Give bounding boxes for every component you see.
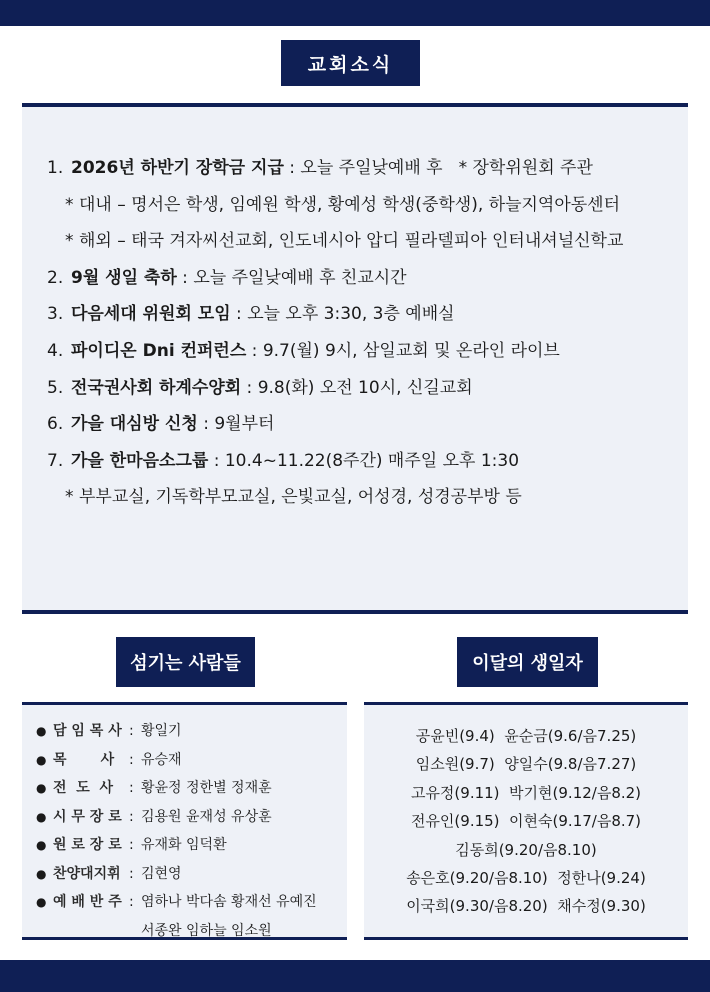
news-panel [22, 103, 688, 614]
servant-role: 원 로 장 로 [53, 837, 122, 853]
servant-names: 황일기 [141, 723, 182, 739]
news-item [47, 479, 677, 516]
news-sub-text: 부부교실, 기독학부모교실, 은빛교실, 어성경, 성경공부방 등 [79, 487, 522, 508]
bullet-icon: ● [36, 752, 47, 767]
servant-colon: : [129, 865, 134, 882]
news-separator: : [246, 340, 263, 361]
birthday-line: 고유정(9.11) 박기현(9.12/음8.2) [410, 783, 642, 802]
bullet-icon: ● [36, 809, 47, 824]
news-item-title: 파이디온 Dni 컨퍼런스 [71, 340, 247, 361]
birthdays-panel [364, 702, 688, 940]
news-item-body: 10.4~11.22(8주간) 매주일 오후 1:30 [224, 450, 520, 471]
servant-colon: : [129, 808, 134, 825]
servant-names: 김용원 윤재성 유상훈 [141, 808, 272, 825]
servant-colon: : [129, 837, 134, 853]
news-item [47, 443, 677, 480]
servant-names-continuation: 서종완 임하늘 임소원 [141, 922, 272, 939]
news-number: 5. [47, 377, 64, 398]
servant-row [36, 717, 317, 746]
servants-title: 섬기는 사람들 [116, 637, 255, 687]
servant-row [36, 803, 317, 832]
servant-role: 전 도 사 [53, 780, 114, 796]
news-item-title: 가을 대심방 신청 [71, 414, 198, 435]
bullet-star: * [65, 231, 74, 252]
servant-names: 황윤정 정한별 정재훈 [141, 780, 272, 796]
bullet-icon: ● [36, 866, 47, 881]
birthdays-title: 이달의 생일자 [457, 637, 598, 687]
news-list [47, 150, 677, 516]
news-title: 교회소식 [281, 40, 420, 86]
birthday-line: 송은호(9.20/음8.10) 정한나(9.24) [406, 868, 646, 887]
servant-role: 목 사 [53, 751, 115, 768]
news-item [47, 333, 677, 370]
servant-row [36, 888, 317, 917]
birthday-line: 김동희(9.20/음8.10) [455, 840, 597, 859]
news-item-title: 2026년 하반기 장학금 지급 [71, 158, 284, 178]
servant-names: 김현영 [141, 865, 182, 882]
news-item [47, 406, 677, 443]
servant-colon: : [129, 780, 134, 796]
news-separator: : [197, 414, 215, 435]
servant-role: 예 배 반 주 [53, 894, 122, 910]
note-star: * [458, 158, 468, 178]
servant-colon: : [129, 751, 134, 768]
servants-panel [22, 702, 347, 940]
bullet-star: * [65, 487, 74, 508]
servant-row [36, 774, 317, 803]
news-item [47, 187, 677, 224]
bullet-star: * [65, 194, 74, 215]
birthdays-list [364, 722, 688, 921]
news-item-body: 오늘 주일낮예배 후 [300, 158, 443, 178]
top-banner [0, 0, 710, 26]
news-sub-text: 대내 – 명서은 학생, 임예원 학생, 황예성 학생(중학생), 하늘지역아동센터 [79, 194, 621, 215]
birthday-line: 전유인(9.15) 이현숙(9.17/음8.7) [410, 812, 642, 831]
birthday-line: 공윤빈(9.4) 윤순금(9.6/음7.25) [415, 727, 637, 745]
news-number: 1. [47, 158, 64, 178]
bullet-icon: ● [36, 838, 47, 852]
servant-role: 찬양대지휘 [53, 865, 121, 882]
news-item-body: 9.7(월) 9시, 삼일교회 및 온라인 라이브 [262, 340, 560, 361]
bullet-icon: ● [36, 895, 47, 909]
servant-role: 담 임 목 사 [53, 723, 122, 739]
servant-row [36, 746, 317, 775]
news-item-body: 오늘 주일낮예배 후 친교시간 [193, 267, 407, 288]
news-number: 6. [47, 414, 64, 435]
birthday-line: 임소원(9.7) 양일수(9.8/음7.27) [415, 755, 637, 774]
news-item-title: 전국권사회 하계수양회 [71, 377, 242, 398]
news-separator: : [176, 267, 194, 288]
servant-names: 염하나 박다솜 황재선 유예진 [141, 894, 317, 910]
news-number: 3. [47, 304, 64, 325]
news-item [47, 223, 677, 260]
news-separator: : [208, 450, 225, 471]
news-number: 7. [47, 450, 64, 471]
news-item-title: 9월 생일 축하 [71, 267, 177, 288]
servants-list [36, 717, 317, 945]
news-item [47, 260, 677, 297]
bullet-icon: ● [36, 781, 47, 795]
servant-colon: : [129, 894, 134, 910]
news-separator: : [283, 158, 301, 178]
news-sub-text: 해외 – 태국 겨자씨선교회, 인도네시아 압디 필라델피아 인터내셔널신학교 [79, 231, 624, 252]
bullet-icon: ● [36, 724, 47, 738]
news-item-title: 가을 한마음소그룹 [71, 450, 209, 471]
servant-names: 유재화 임덕환 [141, 837, 227, 853]
note-text: 장학위원회 주관 [467, 158, 593, 178]
news-item-body: 오늘 오후 3:30, 3층 예배실 [247, 304, 455, 325]
servant-colon: : [129, 723, 134, 739]
news-separator: : [241, 377, 258, 398]
news-item-body: 9.8(화) 오전 10시, 신길교회 [257, 377, 473, 398]
servant-row [36, 860, 317, 889]
birthday-line: 이국희(9.30/음8.20) 채수정(9.30) [406, 897, 646, 916]
servant-role: 시 무 장 로 [53, 808, 122, 825]
news-item [47, 370, 677, 407]
news-item [47, 296, 677, 333]
news-item-title: 다음세대 위원회 모임 [71, 304, 231, 325]
news-item [47, 150, 677, 187]
news-number: 4. [47, 340, 64, 361]
servant-row [36, 831, 317, 860]
news-separator: : [230, 304, 248, 325]
bottom-banner [0, 960, 710, 992]
news-item-body: 9월부터 [214, 414, 275, 435]
news-number: 2. [47, 267, 64, 288]
servant-names: 유승재 [141, 751, 182, 768]
